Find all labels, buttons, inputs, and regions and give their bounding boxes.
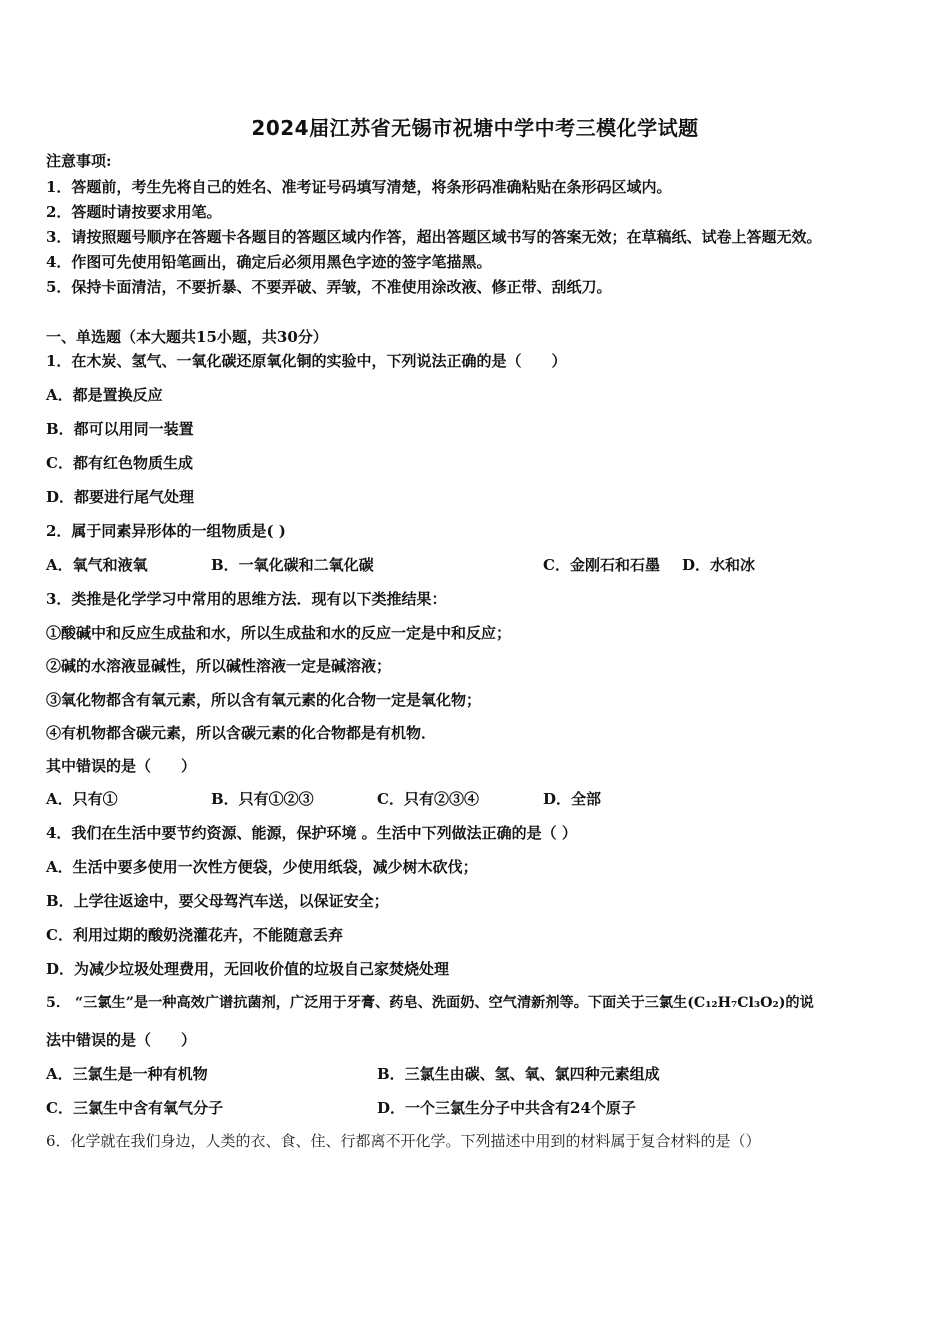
question-2-option-c: C．金刚石和石墨	[543, 556, 660, 574]
question-2-stem: 2．属于同素异形体的一组物质是( )	[46, 522, 286, 540]
question-5-option-d: D．一个三氯生分子中共含有24个原子	[377, 1099, 636, 1117]
question-1-option-a: A．都是置换反应	[46, 386, 163, 404]
question-1-option-d: D．都要进行尾气处理	[46, 488, 195, 506]
question-3-statement: ④有机物都含碳元素，所以含碳元素的化合物都是有机物．	[46, 724, 437, 742]
question-4-option-a: A．生活中要多使用一次性方便袋，少使用纸袋，减少树木砍伐；	[46, 858, 478, 876]
question-5-stem-line2: 法中错误的是（ ）	[46, 1031, 197, 1049]
question-2-option-b: B．一氧化碳和二氧化碳	[211, 556, 374, 574]
question-4-option-d: D．为减少垃圾处理费用，无回收价值的垃圾自己家焚烧处理	[46, 960, 450, 978]
notice-item: 2．答题时请按要求用笔。	[46, 203, 222, 221]
question-3-statement: ③氧化物都含有氧元素，所以含有氧元素的化合物一定是氧化物；	[46, 691, 482, 709]
page-title: 2024届江苏省无锡市祝塘中学中考三模化学试题	[251, 116, 699, 140]
question-2-option-d: D．水和冰	[682, 556, 756, 574]
question-5-option-b: B．三氯生由碳、氢、氧、氯四种元素组成	[377, 1065, 660, 1083]
question-3-option-b: B．只有①②③	[211, 790, 314, 808]
question-5-option-a: A．三氯生是一种有机物	[46, 1065, 208, 1083]
notice-item: 1．答题前，考生先将自己的姓名、准考证号码填写清楚，将条形码准确粘贴在条形码区域内。	[46, 178, 672, 196]
question-3-statement: ②碱的水溶液显碱性，所以碱性溶液一定是碱溶液；	[46, 657, 392, 675]
section-heading: 一、单选题（本大题共15小题，共30分）	[46, 328, 328, 346]
question-3-statement: ①酸碱中和反应生成盐和水，所以生成盐和水的反应一定是中和反应；	[46, 624, 512, 642]
question-2-option-a: A．氧气和液氧	[46, 556, 148, 574]
question-3-stem: 3．类推是化学学习中常用的思维方法．现有以下类推结果：	[46, 590, 447, 608]
question-5-option-c: C．三氯生中含有氧气分子	[46, 1099, 223, 1117]
question-4-stem: 4．我们在生活中要节约资源、能源，保护环境 。生活中下列做法正确的是（ ）	[46, 824, 577, 842]
notice-item: 4．作图可先使用铅笔画出，确定后必须用黑色字迹的签字笔描黑。	[46, 253, 492, 271]
notice-heading: 注意事项:	[46, 152, 112, 170]
question-1-option-c: C．都有红色物质生成	[46, 454, 193, 472]
question-3-ask: 其中错误的是（ ）	[46, 757, 197, 775]
question-3-option-a: A．只有①	[46, 790, 118, 808]
question-4-option-c: C．利用过期的酸奶浇灌花卉，不能随意丢弃	[46, 926, 343, 944]
question-3-option-d: D．全部	[543, 790, 602, 808]
question-1-stem: 1．在木炭、氢气、一氧化碳还原氧化铜的实验中，下列说法正确的是（ ）	[46, 352, 567, 370]
question-4-option-b: B．上学往返途中，要父母驾汽车送，以保证安全；	[46, 892, 389, 910]
question-5-stem-line1: 5． “三氯生”是一种高效广谱抗菌剂，广泛用于牙膏、药皂、洗面奶、空气清新剂等。下面关于三氯生(C₁₂H₇Cl₃O₂)的说	[46, 995, 814, 1011]
question-1-option-b: B．都可以用同一装置	[46, 420, 194, 438]
notice-item: 3．请按照题号顺序在答题卡各题目的答题区域内作答，超出答题区域书写的答案无效；在草稿纸、试卷上答题无效。	[46, 228, 822, 246]
notice-item: 5．保持卡面清洁，不要折暴、不要弄破、弄皱，不准使用涂改液、修正带、刮纸刀。	[46, 278, 612, 296]
question-6-stem: 6．化学就在我们身边，人类的衣、食、住、行都离不开化学。下列描述中用到的材料属于复合材料的是（）	[46, 1132, 761, 1150]
question-3-option-c: C．只有②③④	[377, 790, 479, 808]
